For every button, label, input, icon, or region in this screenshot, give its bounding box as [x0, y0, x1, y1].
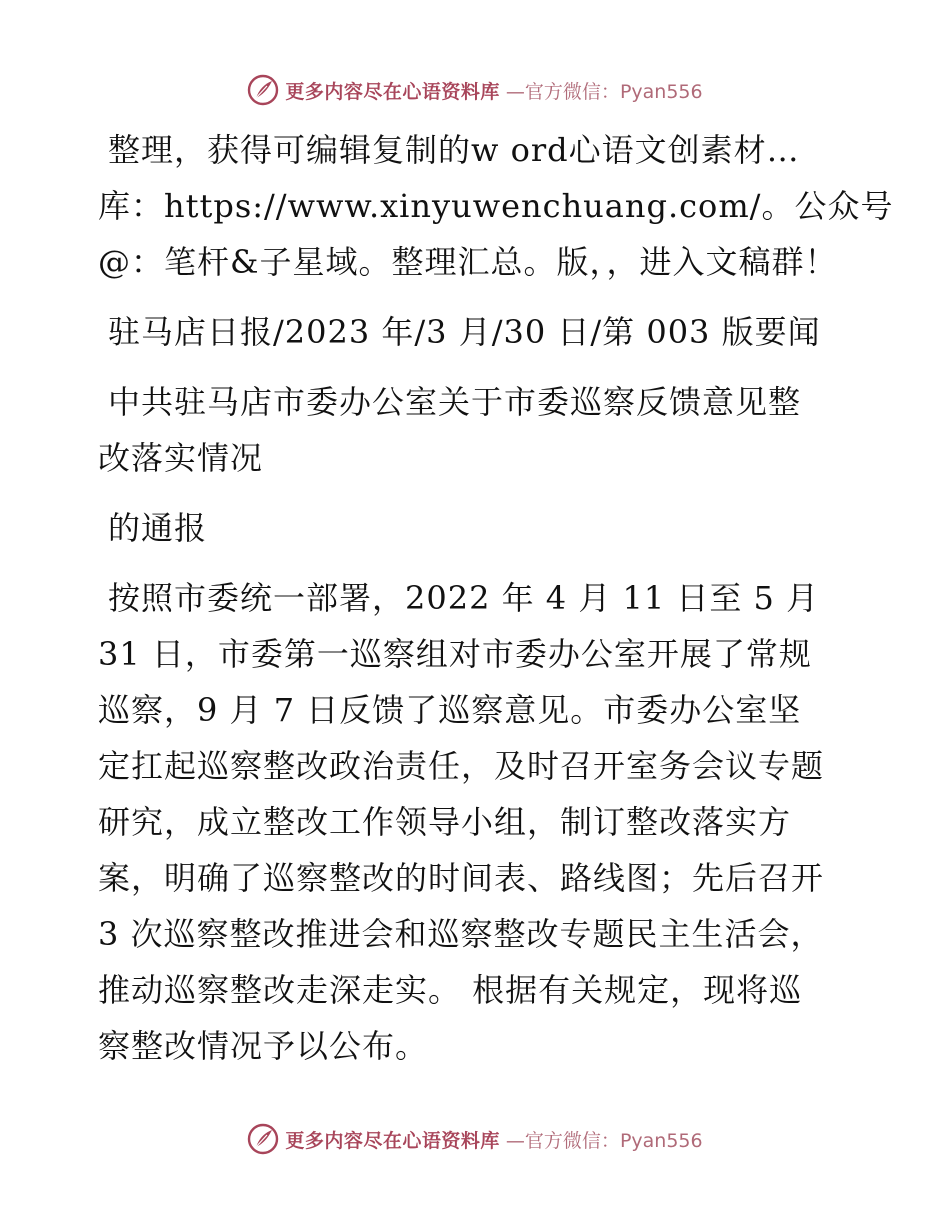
headline-line-1: 中共驻马店市委办公室关于市委巡察反馈意见整 — [108, 383, 802, 421]
banner-wechat — [506, 1126, 703, 1153]
headline-line-2: 改落实情况 — [98, 439, 264, 477]
banner-site-text: 更多内容尽在心语资料库 — [285, 80, 500, 103]
body-line-5: 研究，成立整改工作领导小组，制订整改落实方 — [98, 803, 792, 841]
banner-wechat-id: Pyan556 — [619, 1129, 703, 1152]
banner-wechat — [506, 77, 703, 104]
headline-line-3: 的通报 — [108, 509, 208, 547]
banner-dash: — — [505, 80, 525, 103]
feather-logo-icon — [247, 74, 279, 106]
banner-wechat-label: 官方微信： — [524, 1129, 620, 1152]
banner-dash: — — [505, 1129, 525, 1152]
body-line-3: 巡察，9 月 7 日反馈了巡察意见。市委办公室坚 — [98, 691, 802, 729]
document-content — [98, 122, 894, 1074]
intro-line-2: 库：https://www.xinyuwenchuang.com/。公众号 — [98, 187, 894, 225]
body-line-1: 按照市委统一部署，2022 年 4 月 11 日至 5 月 — [108, 579, 820, 617]
banner-wechat-label: 官方微信： — [524, 80, 620, 103]
body-line-4: 定扛起巡察整改政治责任，及时召开室务会议专题 — [98, 747, 825, 785]
footer-banner[interactable] — [0, 1119, 950, 1159]
body-line-2: 31 日，市委第一巡察组对市委办公室开展了常规 — [98, 635, 812, 673]
body-line-8: 推动巡察整改走深走实。 根据有关规定，现将巡 — [98, 971, 803, 1009]
intro-line-3: @：笔杆&子星域。整理汇总。版，，进入文稿群！ — [98, 243, 838, 281]
body-line-7: 3 次巡察整改推进会和巡察整改专题民主生活会， — [98, 915, 824, 953]
feather-logo-icon — [247, 1123, 279, 1155]
body-line-9: 察整改情况予以公布。 — [98, 1027, 429, 1065]
banner-wechat-id: Pyan556 — [619, 80, 703, 103]
banner-site-text: 更多内容尽在心语资料库 — [285, 1129, 500, 1152]
intro-line-1: 整理，获得可编辑复制的w ord心语文创素材… — [108, 131, 800, 169]
header-banner[interactable] — [0, 70, 950, 110]
body-line-6: 案，明确了巡察整改的时间表、路线图；先后召开 — [98, 859, 825, 897]
source-line: 驻马店日报/2023 年/3 月/30 日/第 003 版要闻 — [108, 313, 821, 351]
